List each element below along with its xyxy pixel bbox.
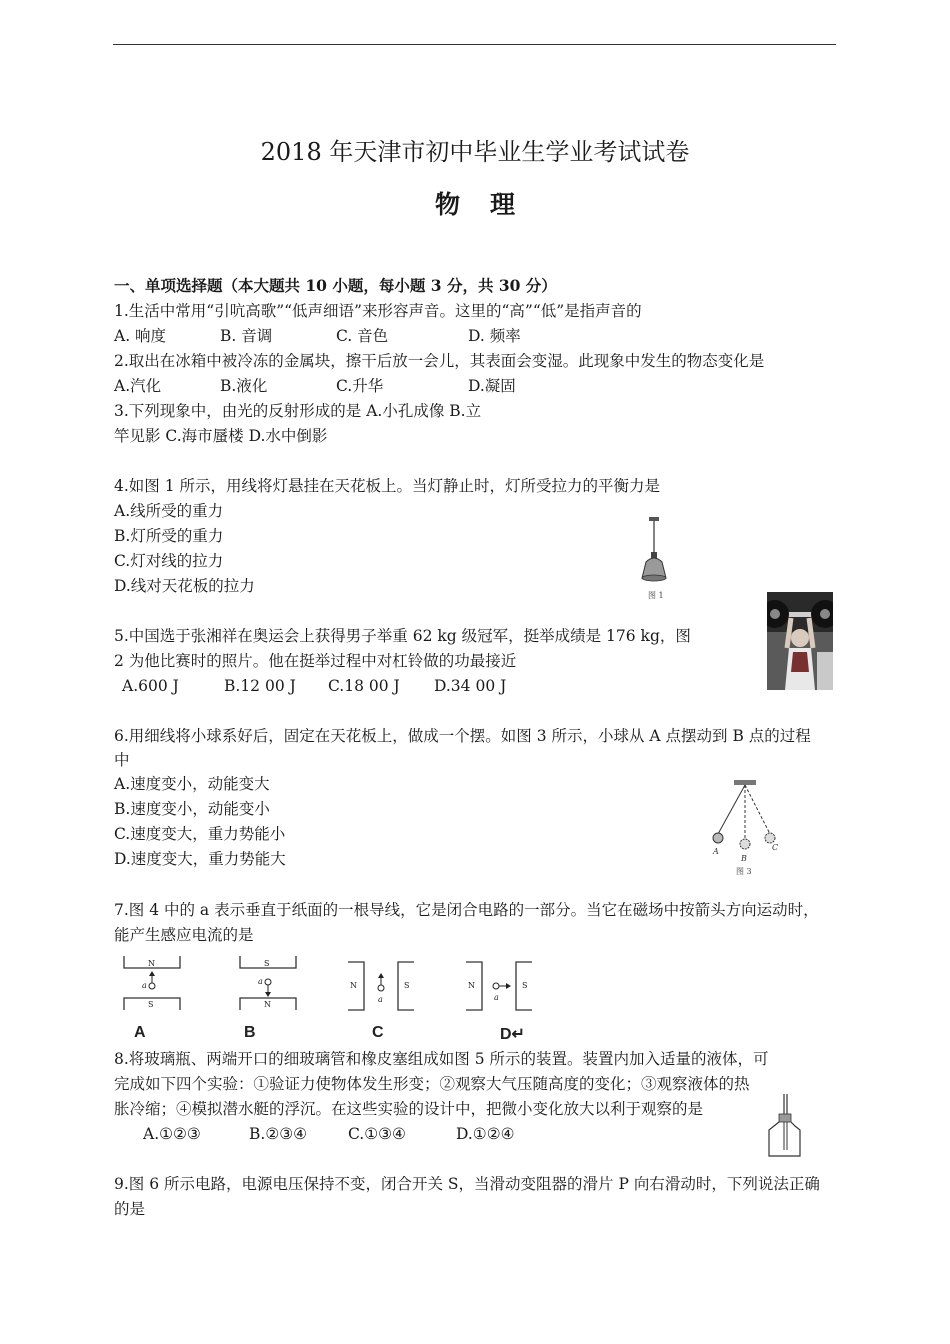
q5-option-c: C.18 00 J bbox=[328, 677, 400, 695]
pole-n-label: N bbox=[350, 981, 357, 990]
exam-title: 2018 年天津市初中毕业生学业考试试卷 bbox=[260, 138, 690, 166]
q6-line1: 6.用细线将小球系好后，固定在天花板上，做成一个摆。如图 3 所示，小球从 A 点摆动到 B 点的过程 bbox=[114, 727, 811, 745]
figure-4-label-d: D↵ bbox=[500, 1026, 525, 1043]
q5-line1: 5.中国选于张湘祥在奥运会上获得男子举重 62 kg 级冠军，挺举成绩是 176 kg，图 bbox=[114, 627, 691, 645]
wire-label: a bbox=[258, 977, 263, 986]
q2-option-b: B.液化 bbox=[220, 377, 268, 395]
q8-line1: 8.将玻璃瓶、两端开口的细玻璃管和橡皮塞组成如图 5 所示的装置。装置内加入适量的液体，可 bbox=[114, 1050, 769, 1068]
pendulum-label-c: C bbox=[772, 843, 779, 852]
section-heading: 一、单项选择题（本大题共 10 小题，每小题 3 分，共 30 分） bbox=[114, 276, 557, 295]
exam-subject: 物理 bbox=[434, 190, 545, 219]
q1-option-d: D. 频率 bbox=[468, 327, 521, 345]
q6-option-a: A.速度变小，动能变大 bbox=[114, 775, 270, 793]
q1-stem: 1.生活中常用“引吭高歌”“低声细语”来形容声音。这里的“高”“低”是指声音的 bbox=[114, 302, 642, 320]
figure-1-caption: 图 1 bbox=[648, 591, 664, 600]
bottle-icon bbox=[764, 1092, 804, 1160]
q5-option-d: D.34 00 J bbox=[434, 677, 507, 695]
q6-line2: 中 bbox=[114, 751, 130, 769]
q7-line2: 能产生感应电流的是 bbox=[114, 926, 254, 944]
figure-3-caption: 图 3 bbox=[736, 867, 752, 876]
figure-4-label-a: A bbox=[134, 1024, 146, 1041]
wire-label: a bbox=[494, 993, 499, 1002]
pole-s-label: S bbox=[522, 981, 528, 990]
q6-option-c: C.速度变大，重力势能小 bbox=[114, 825, 286, 843]
pole-s-label: S bbox=[404, 981, 410, 990]
pendulum-label-b: B bbox=[741, 854, 747, 863]
q4-stem: 4.如图 1 所示，用线将灯悬挂在天花板上。当灯静止时，灯所受拉力的平衡力是 bbox=[114, 477, 661, 495]
wire-label: a bbox=[142, 981, 147, 990]
weightlifter-photo bbox=[767, 592, 833, 690]
q4-option-b: B.灯所受的重力 bbox=[114, 527, 224, 545]
figure-1-lamp bbox=[636, 516, 672, 604]
wire-label: a bbox=[378, 995, 383, 1004]
q8-option-d: D.①②④ bbox=[456, 1125, 515, 1143]
figure-3-pendulum bbox=[706, 778, 790, 878]
q6-option-b: B.速度变小，动能变小 bbox=[114, 800, 270, 818]
q2-stem: 2.取出在冰箱中被冷冻的金属块，擦干后放一会儿，其表面会变湿。此现象中发生的物态变化是 bbox=[114, 352, 765, 370]
q4-option-c: C.灯对线的拉力 bbox=[114, 552, 224, 570]
pole-s-label: S bbox=[148, 1000, 154, 1009]
q2-option-a: A.汽化 bbox=[114, 377, 162, 395]
q8-option-b: B.②③④ bbox=[249, 1125, 308, 1143]
q5-option-b: B.12 00 J bbox=[224, 677, 296, 695]
pole-n-label: N bbox=[468, 981, 475, 990]
q3-line2: 竿见影 C.海市蜃楼 D.水中倒影 bbox=[114, 427, 328, 445]
pendulum-label-a: A bbox=[713, 847, 719, 856]
pole-s-label: S bbox=[264, 959, 270, 968]
q1-option-c: C. 音色 bbox=[336, 327, 389, 345]
q2-option-c: C.升华 bbox=[336, 377, 384, 395]
q8-line2: 完成如下四个实验：①验证力使物体发生形变；②观察大气压随高度的变化；③观察液体的热 bbox=[114, 1075, 750, 1093]
q2-option-d: D.凝固 bbox=[468, 377, 516, 395]
q6-option-d: D.速度变大，重力势能大 bbox=[114, 850, 286, 868]
pole-n-label: N bbox=[148, 959, 155, 968]
q8-option-c: C.①③④ bbox=[348, 1125, 406, 1143]
figure-4-b-diagram bbox=[236, 954, 300, 1014]
q9-line1: 9.图 6 所示电路，电源电压保持不变，闭合开关 S，当滑动变阻器的滑片 P 向右滑动时，下列说法正确 bbox=[114, 1175, 820, 1193]
figure-4-label-c: C bbox=[372, 1024, 384, 1041]
q4-option-d: D.线对天花板的拉力 bbox=[114, 577, 255, 595]
q5-line2: 2 为他比赛时的照片。他在挺举过程中对杠铃做的功最接近 bbox=[114, 652, 517, 670]
q4-option-a: A.线所受的重力 bbox=[114, 502, 224, 520]
figure-4-d-diagram bbox=[464, 958, 534, 1014]
q9-line2: 的是 bbox=[114, 1200, 146, 1218]
q8-line3: 胀冷缩；④模拟潜水艇的浮沉。在这些实验的设计中，把微小变化放大以利于观察的是 bbox=[114, 1100, 704, 1118]
figure-2-weightlifter-photo bbox=[767, 592, 833, 690]
figure-5-bottle-apparatus bbox=[764, 1092, 804, 1160]
q3-line1: 3.下列现象中，由光的反射形成的是 A.小孔成像 B.立 bbox=[114, 402, 482, 420]
lamp-icon bbox=[636, 516, 672, 588]
q8-option-a: A.①②③ bbox=[143, 1125, 201, 1143]
q5-option-a: A.600 J bbox=[122, 677, 179, 695]
q7-line1: 7.图 4 中的 a 表示垂直于纸面的一根导线，它是闭合电路的一部分。当它在磁场中按箭头方向运动时， bbox=[114, 901, 819, 919]
q1-option-a: A. 响度 bbox=[114, 327, 167, 345]
pole-n-label: N bbox=[264, 1000, 271, 1009]
pendulum-diagram bbox=[706, 778, 790, 864]
figure-4-c-diagram bbox=[346, 958, 416, 1014]
q1-option-b: B. 音调 bbox=[220, 327, 273, 345]
figure-4-a-diagram bbox=[120, 954, 184, 1014]
header-rule bbox=[113, 44, 836, 45]
figure-4-label-b: B bbox=[244, 1024, 256, 1041]
